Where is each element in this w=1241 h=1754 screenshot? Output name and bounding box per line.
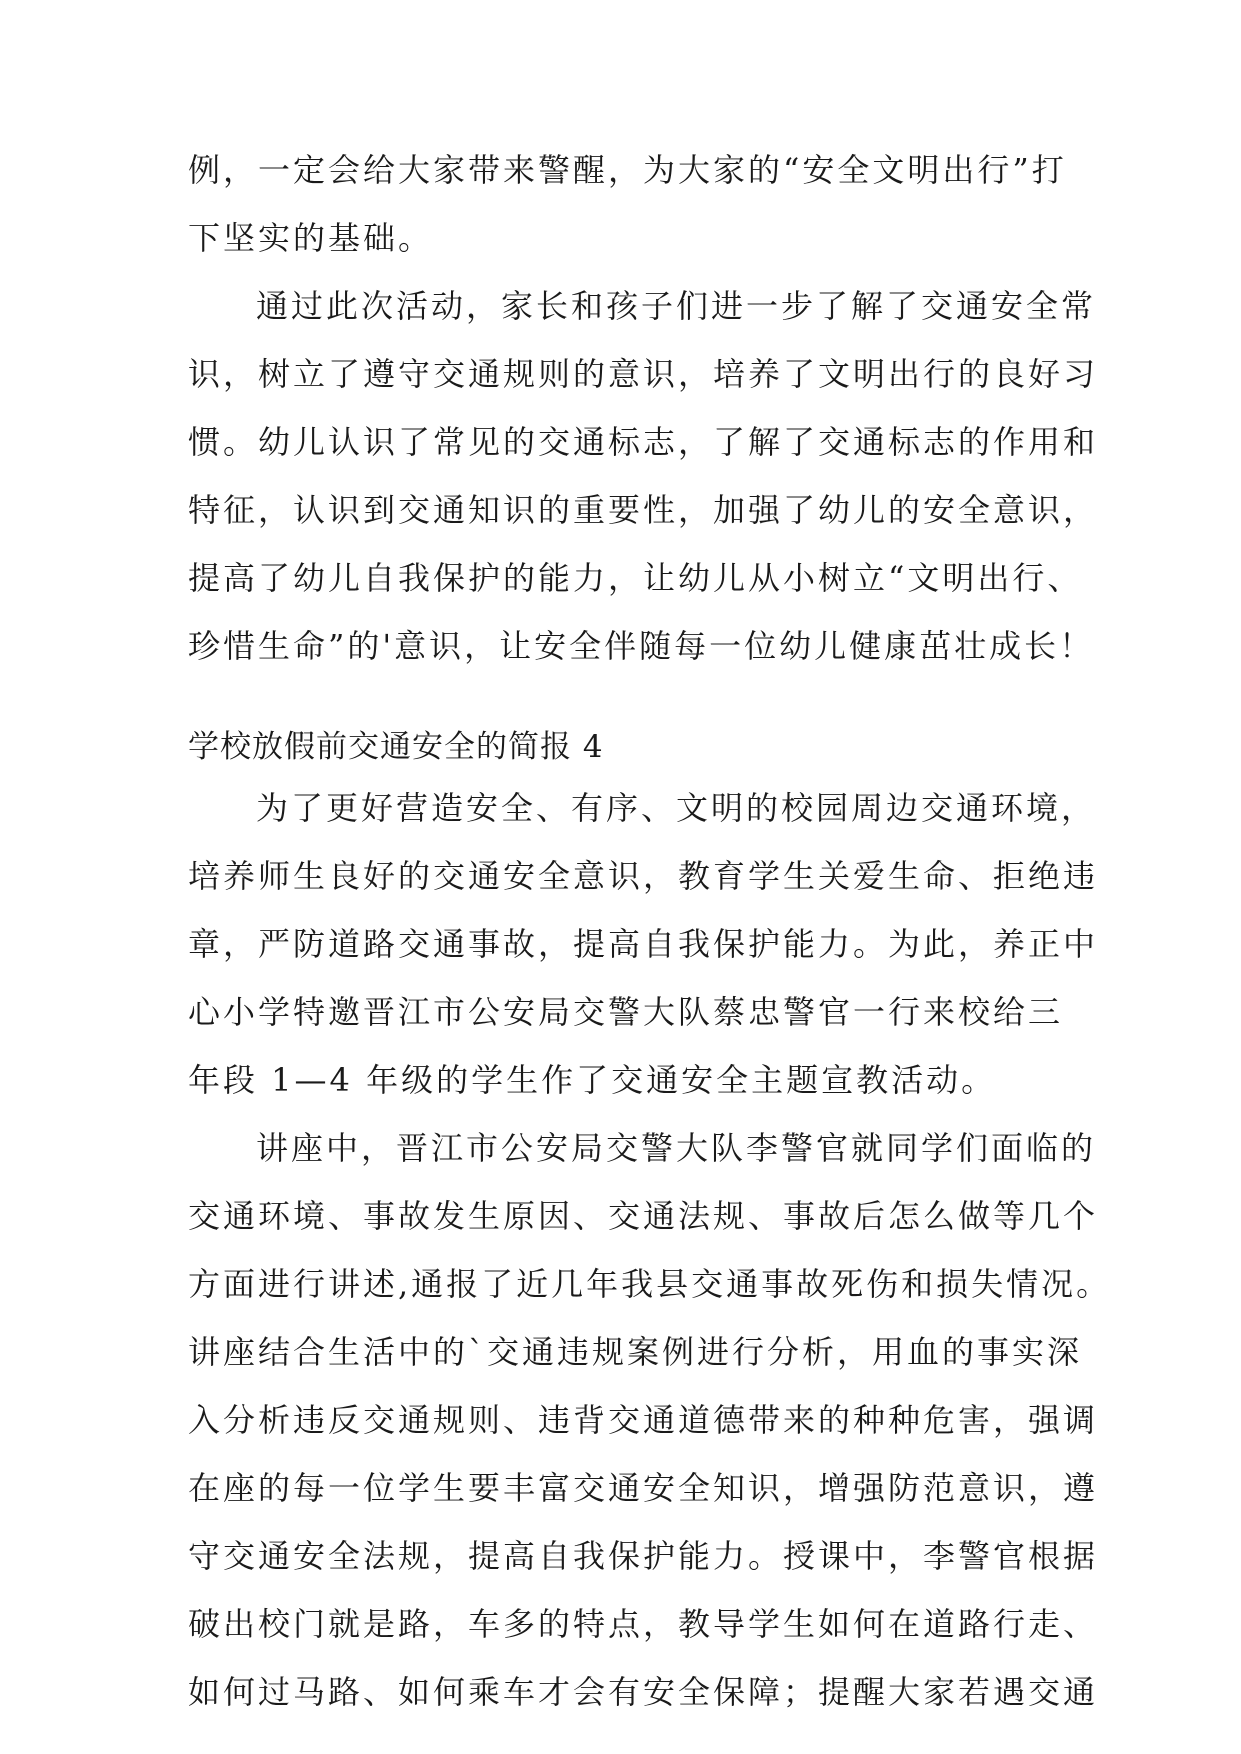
text-line: 讲座结合生活中的`交通违规案例进行分析，用血的事实深 xyxy=(188,1333,1083,1371)
text-line: 如何过马路、如何乘车才会有安全保障；提醒大家若遇交通 xyxy=(188,1673,1099,1711)
text-line: 守交通安全法规，提高自我保护能力。授课中，李警官根据 xyxy=(188,1537,1099,1575)
text-line: 下坚实的基础。 xyxy=(188,219,434,257)
section-heading: 学校放假前交通安全的简报 4 xyxy=(188,729,604,765)
text-line: 培养师生良好的交通安全意识，教育学生关爱生命、拒绝违 xyxy=(188,857,1099,895)
text-line: 识，树立了遵守交通规则的意识，培养了文明出行的良好习 xyxy=(188,355,1099,393)
text-line: 入分析违反交通规则、违背交通道德带来的种种危害，强调 xyxy=(188,1401,1099,1439)
paragraph-first-line: 为了更好营造安全、有序、文明的校园周边交通环境， xyxy=(256,789,1097,827)
text-line: 交通环境、事故发生原因、交通法规、事故后怎么做等几个 xyxy=(188,1197,1099,1235)
paragraph-first-line: 通过此次活动，家长和孩子们进一步了解了交通安全常 xyxy=(256,287,1097,325)
text-line: 章，严防道路交通事故，提高自我保护能力。为此，养正中 xyxy=(188,925,1099,963)
text-line: 珍惜生命”的'意识，让安全伴随每一位幼儿健康茁壮成长！ xyxy=(188,627,1095,665)
text-line: 特征，认识到交通知识的重要性，加强了幼儿的安全意识， xyxy=(188,491,1099,529)
text-line: 在座的每一位学生要丰富交通安全知识，增强防范意识，遵 xyxy=(188,1469,1099,1507)
text-line: 年段 1—4 年级的学生作了交通安全主题宣教活动。 xyxy=(188,1061,997,1099)
text-line: 方面进行讲述,通报了近几年我县交通事故死伤和损失情况。 xyxy=(188,1265,1112,1303)
text-line: 心小学特邀晋江市公安局交警大队蔡忠警官一行来校给三 xyxy=(188,993,1064,1031)
text-line: 惯。幼儿认识了常见的交通标志，了解了交通标志的作用和 xyxy=(188,423,1099,461)
text-line: 破出校门就是路，车多的特点，教导学生如何在道路行走、 xyxy=(188,1605,1099,1643)
text-line: 提高了幼儿自我保护的能力，让幼儿从小树立“文明出行、 xyxy=(188,559,1083,597)
text-line: 例，一定会给大家带来警醒，为大家的“安全文明出行”打 xyxy=(188,151,1067,189)
paragraph-first-line: 讲座中，晋江市公安局交警大队李警官就同学们面临的 xyxy=(256,1129,1097,1167)
